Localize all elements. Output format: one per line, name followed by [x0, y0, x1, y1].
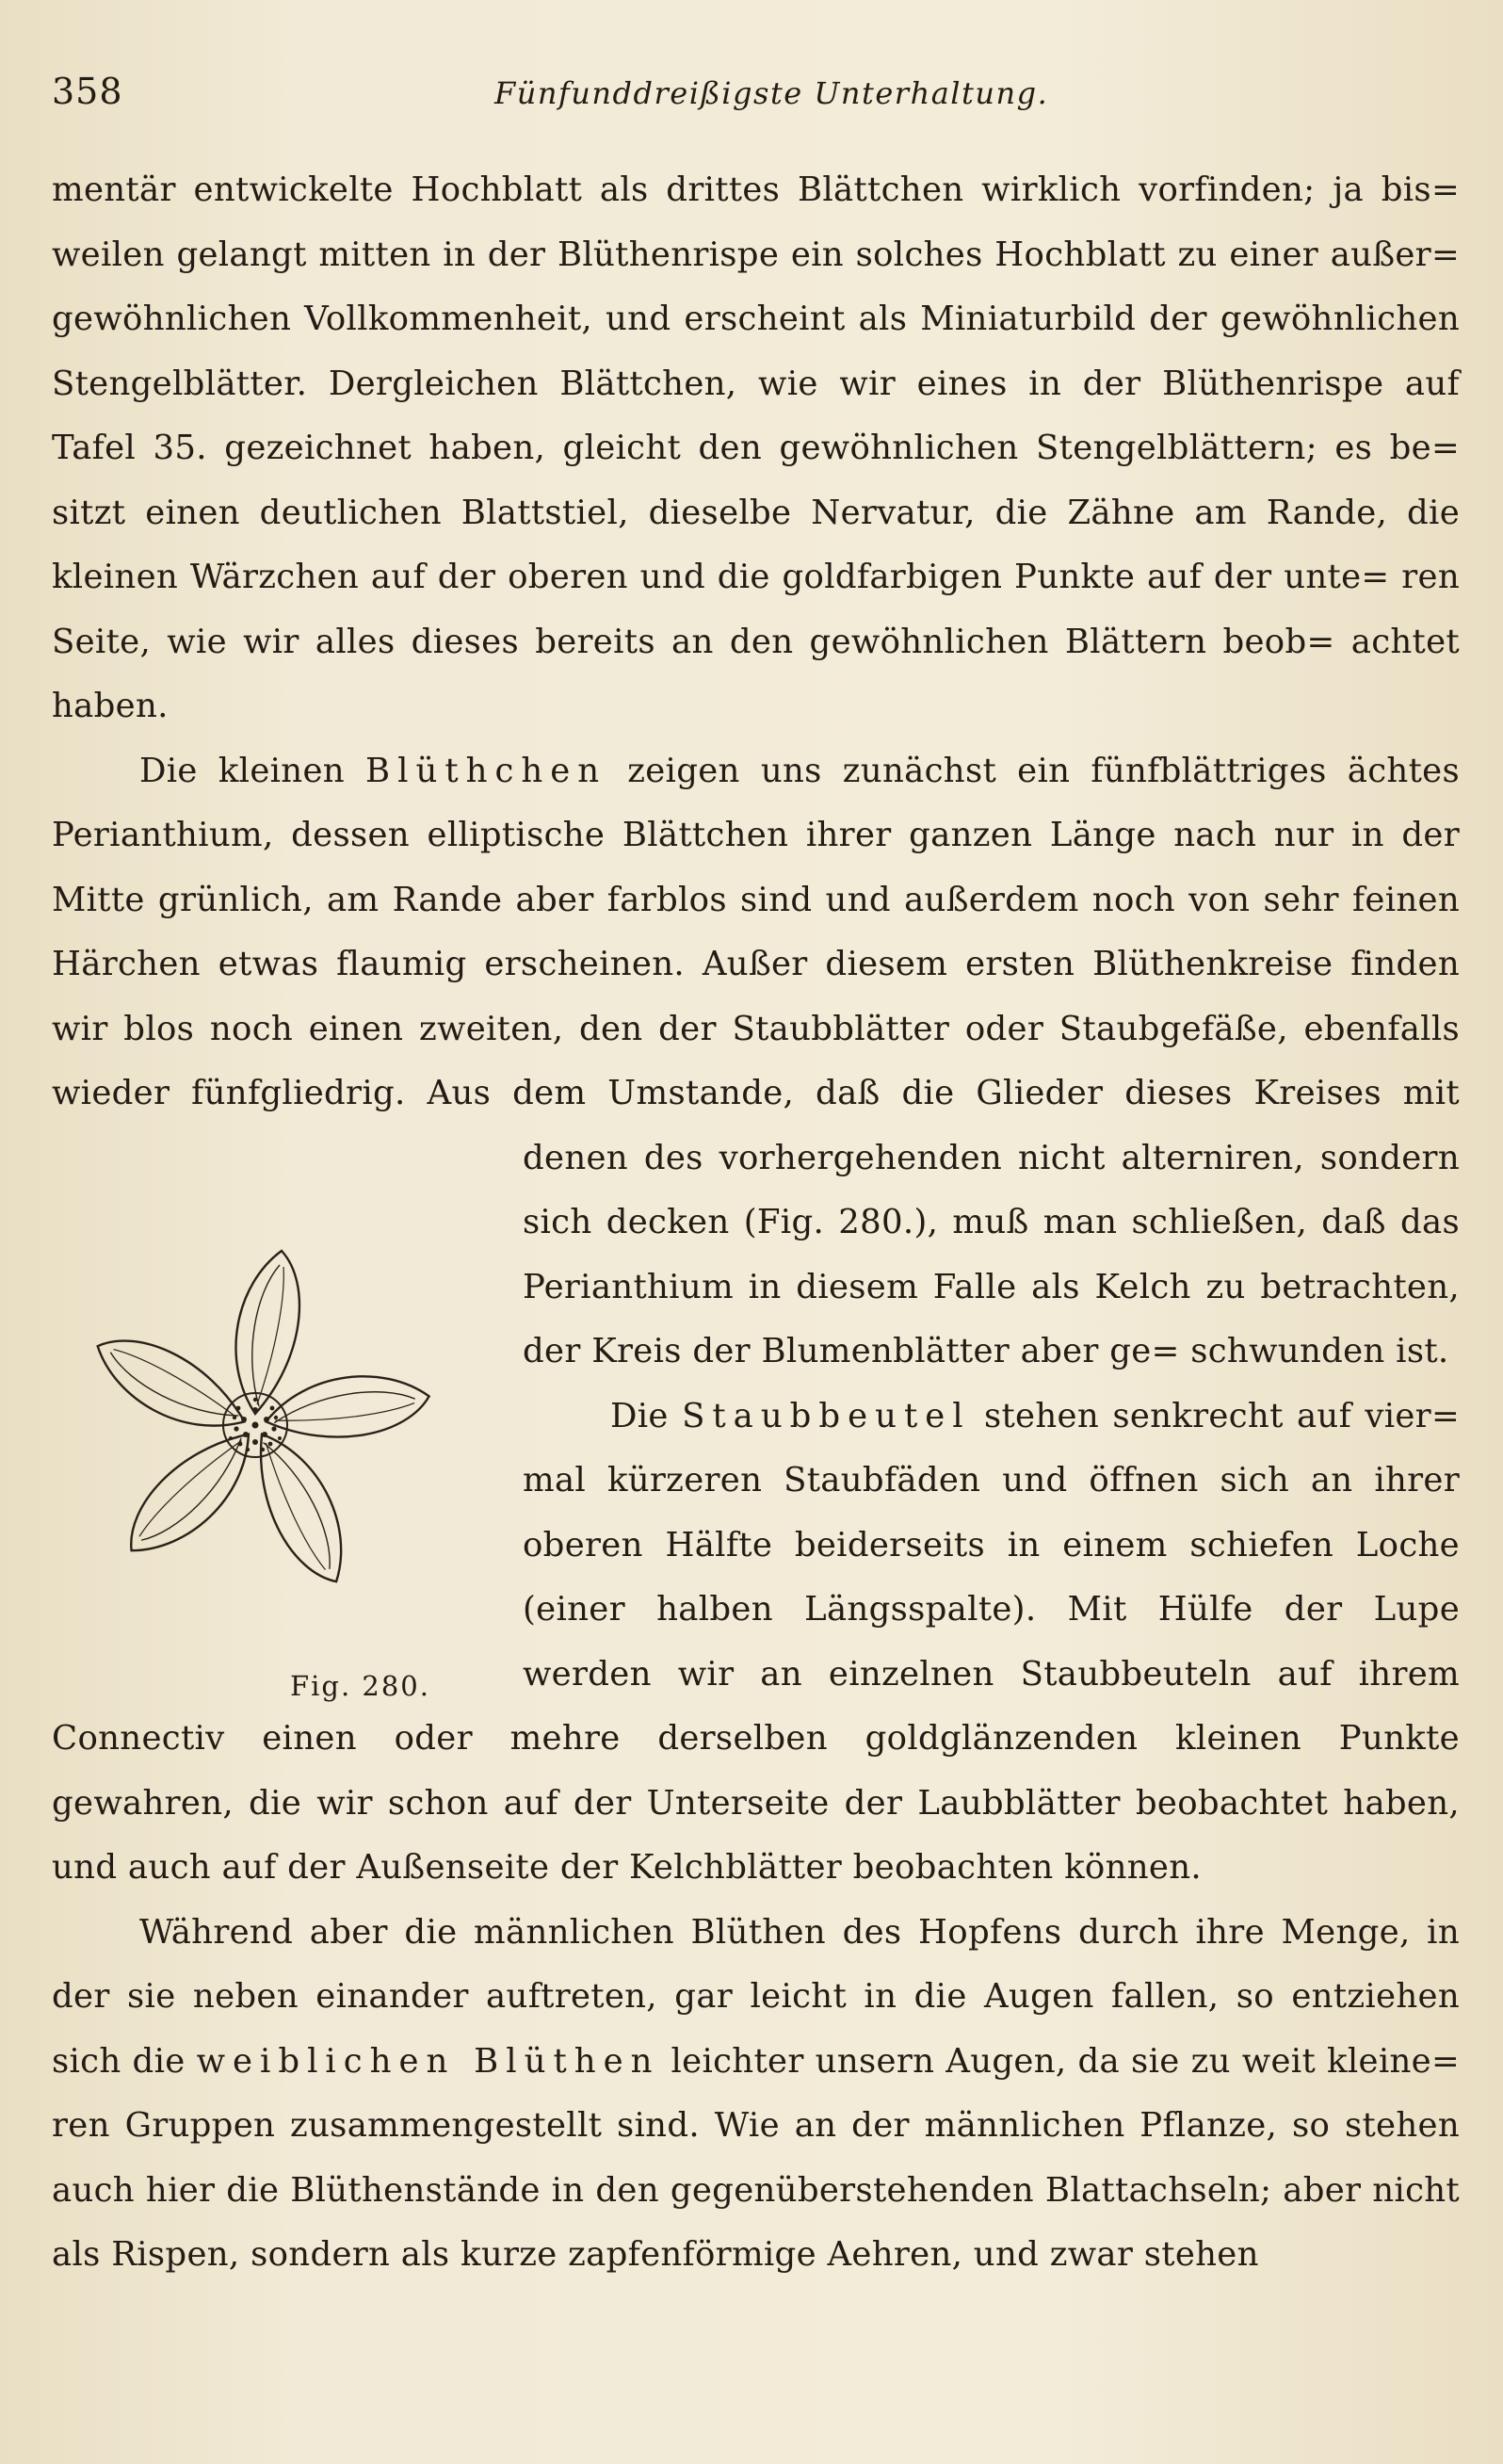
paragraph-3-start: Die — [610, 1396, 683, 1435]
emphasis-weibliche-bluethen: weiblichen Blüthen — [196, 2041, 660, 2081]
paragraph-2-rest-a: zeigen uns zunächst ein fünfblättriges ächtes Perianthium, dessen elliptische Blättchen ihrer ganzen Länge nach nur in der Mitte grünlich, am Rande aber farblos sind und außerdem noch von sehr feinen Härchen etwas flaumig erscheinen. Außer diesem ersten Blüthenkreise finden wir blos noch einen zweiten, den der Staubblätter oder Staubgefäße, ebenfalls wieder fünfgliedrig. Aus dem Umstande, daß die Glieder dieses Kreises mit — [52, 751, 1460, 1112]
figure-280 — [52, 1127, 523, 1702]
flower-illustration-icon — [67, 1241, 448, 1609]
paragraph-1: mentär entwickelte Hochblatt als drittes Blättchen wirklich vorfinden; ja bis= weilen gelangt mitten in der Blüthenrispe ein solches Hochblatt zu einer außer= gewöhnlichen Vollkommenheit, und erscheint als Miniaturbild der gewöhnlichen Stengelblätter. Dergleichen Blättchen, wie wir eines in der Blüthenrispe auf Tafel 35. gezeichnet haben, gleicht den gewöhnlichen Stengelblättern; es be= sitzt einen deutlichen Blattstiel, dieselbe Nervatur, die Zähne am Rande, die kleinen Wärzchen auf der oberen und die goldfarbigen Punkte auf der unte= ren Seite, wie wir alles dieses bereits an den gewöhnlichen Blättern beob= achtet haben. — [52, 170, 1460, 725]
paragraph-2-rest-b: denen des vorhergehenden nicht alterniren, sondern sich decken (Fig. 280.), muß man schließen, daß das Perianthium in diesem Falle als Kelch zu betrachten, der Kreis der Blumenblätter aber ge= schwunden ist. — [523, 1138, 1460, 1370]
paragraph-2-start: Die kleinen — [139, 751, 366, 790]
paragraph-3-rest: stehen senkrecht auf vier= mal kürzeren Staubfäden und öffnen sich an ihrer oberen Hälfte beiderseits in einem schiefen Loche (einer halben Längsspalte). Mit Hülfe der Lupe werden wir an einzelnen Staubbeuteln auf ihrem Connectiv einen oder mehre derselben goldglänzenden kleinen Punkte gewahren, die wir schon auf der Unterseite der Laubblätter beobachtet haben, und auch auf der Außenseite der Kelchblätter beobachten können. — [52, 1396, 1460, 1887]
running-title: Fünfunddreißigste Unterhaltung. — [494, 75, 1049, 111]
paragraph-4-rest: leichter unsern Augen, da sie zu weit kleine= ren Gruppen zusammengestellt sind. Wie an der männlichen Pflanze, so stehen auch hier die Blüthenstände in den gegenüberstehenden Blattachseln; aber nicht als Rispen, sondern als kurze zapfenförmige Aehren, und zwar stehen — [52, 2041, 1460, 2274]
paragraph-4 — [52, 1901, 1460, 2288]
emphasis-staubbeutel: Staubbeutel — [682, 1396, 971, 1435]
paragraph-4-start: Während aber die männlichen Blüthen des Hopfens durch ihre Menge, in der sie neben einander auftreten, gar leicht in die Augen fallen, so entziehen sich die — [52, 1912, 1460, 2081]
figure-caption: Fig. 280. — [290, 1669, 430, 1702]
emphasis-bluethchen: Blüthchen — [365, 751, 607, 790]
page-number: 358 — [52, 71, 123, 112]
body-text — [52, 158, 1460, 2288]
page-header — [52, 68, 1455, 124]
